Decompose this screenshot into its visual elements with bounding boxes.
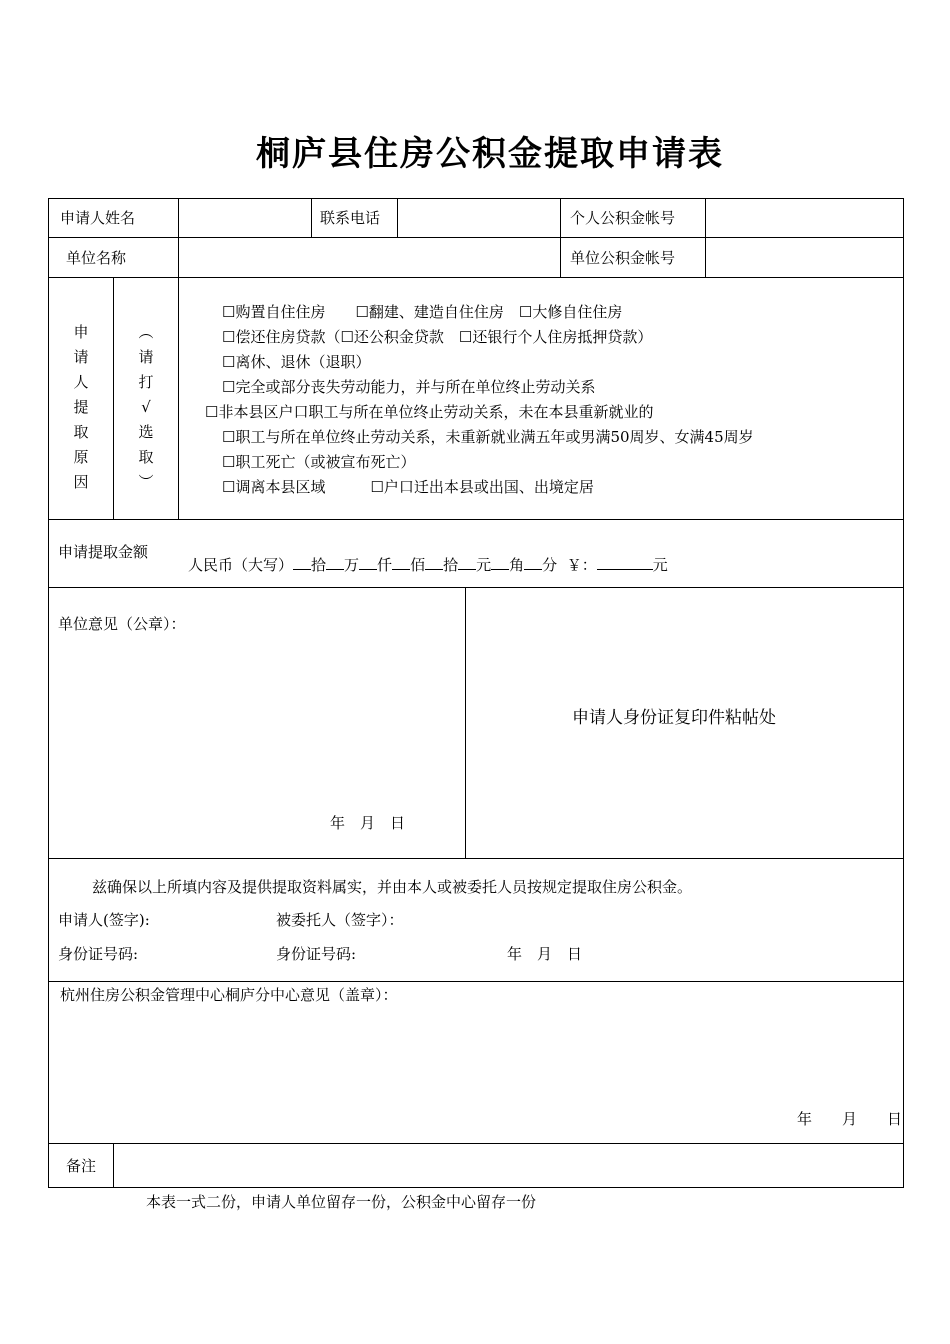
amount-suffix: 元 (652, 556, 668, 574)
delegate-id-label: 身份证号码: (276, 945, 357, 963)
col-opinion-split (465, 587, 466, 858)
applicant-id-label: 身份证号码: (58, 945, 139, 963)
reason-label-char: 原 (73, 448, 89, 466)
reason-hint-char: 选 (138, 423, 154, 441)
reason-hint-char: 取 (138, 448, 154, 466)
reason-label-char: 申 (73, 323, 89, 341)
declaration-date: 年 月 日 (507, 945, 583, 963)
reason-option-death[interactable]: ☐职工死亡（或被宣布死亡） (222, 453, 416, 471)
application-form-table (48, 198, 904, 1188)
center-opinion-label: 杭州住房公积金管理中心桐庐分中心意见（盖章）： (60, 986, 398, 1004)
rule-row1 (48, 237, 904, 238)
rule-center (48, 1143, 904, 1144)
personal-account-field[interactable] (707, 200, 902, 236)
reason-hint-char: ︵ (138, 323, 154, 341)
phone-field[interactable] (399, 200, 559, 236)
page-title: 桐庐县住房公积金提取申请表 (256, 134, 724, 174)
unit-opinion-date: 年 月 日 (330, 814, 406, 832)
reason-hint-char: 请 (138, 348, 154, 366)
reason-option-retirement[interactable]: ☐离休、退休（退职） (222, 353, 371, 371)
amount-unit: 万 (344, 556, 360, 574)
amount-unit: 分 (542, 556, 558, 574)
applicant-signature-label: 申请人(签字): (58, 911, 150, 929)
col-d (560, 198, 561, 277)
id-paste-area: 申请人身份证复印件粘帖处 (572, 708, 776, 728)
reason-label-char: 请 (73, 348, 89, 366)
rule-declaration (48, 981, 904, 982)
amount-label: 申请提取金额 (58, 543, 149, 561)
reason-hint-char: 打 (138, 373, 154, 391)
amount-unit: 拾 (443, 556, 459, 574)
reason-option-disability[interactable]: ☐完全或部分丧失劳动能力，并与所在单位终止劳动关系 (222, 378, 596, 396)
reason-label-char: 提 (73, 398, 89, 416)
col-a (178, 198, 179, 519)
reason-option-unemployment-age[interactable]: ☐职工与所在单位终止劳动关系，未重新就业满五年或男满50周岁、女满45周岁 (222, 428, 754, 446)
center-opinion-date: 年 月 日 (797, 1110, 903, 1128)
reason-hint-char: ︶ (138, 473, 154, 491)
remarks-label: 备注 (66, 1157, 97, 1175)
rule-opinion (48, 858, 904, 859)
reason-hint-char: √ (141, 398, 151, 416)
declaration-statement: 兹确保以上所填内容及提供提取资料属实，并由本人或被委托人员按规定提取住房公积金。 (92, 878, 693, 896)
amount-unit: 元 (476, 556, 492, 574)
delegate-signature-label: 被委托人（签字）： (276, 911, 404, 929)
unit-name-field[interactable] (180, 239, 559, 276)
rule-reason (48, 519, 904, 520)
reason-label-char: 人 (73, 373, 89, 391)
remarks-field[interactable] (115, 1145, 902, 1186)
amount-prefix: 人民币（大写） (188, 556, 294, 574)
col-e (705, 198, 706, 277)
col-remarks (113, 1143, 114, 1188)
col-b (311, 198, 312, 237)
reason-label-char: 取 (73, 423, 89, 441)
amount-unit: 角 (509, 556, 525, 574)
col-reason-split (113, 277, 114, 519)
amount-unit: 仟 (377, 556, 393, 574)
unit-account-label: 单位公积金帐号 (570, 249, 676, 267)
unit-opinion-label: 单位意见（公章）： (58, 615, 186, 633)
amount-line[interactable] (188, 555, 668, 574)
col-c (397, 198, 398, 237)
reason-option-purchase-build-repair[interactable]: ☐购置自住住房 ☐翻建、建造自住住房 ☐大修自住住房 (222, 303, 623, 321)
applicant-name-field[interactable] (180, 200, 310, 236)
amount-yen-label: ￥： (566, 556, 597, 574)
reason-option-relocation-emigration[interactable]: ☐调离本县区域 ☐户口迁出本县或出国、出境定居 (222, 478, 594, 496)
phone-label: 联系电话 (320, 209, 381, 227)
unit-name-label: 单位名称 (66, 249, 127, 267)
footer-note: 本表一式二份，申请人单位留存一份，公积金中心留存一份 (146, 1193, 537, 1211)
amount-unit: 拾 (311, 556, 327, 574)
rule-row2 (48, 277, 904, 278)
reason-label-char: 因 (73, 473, 89, 491)
reason-option-non-local-termination[interactable]: ☐非本县区户口职工与所在单位终止劳动关系，未在本县重新就业的 (205, 403, 654, 421)
personal-account-label: 个人公积金帐号 (570, 209, 676, 227)
rule-amount (48, 587, 904, 588)
applicant-name-label: 申请人姓名 (60, 209, 136, 227)
unit-account-field[interactable] (707, 239, 902, 276)
reason-option-loan-repayment[interactable]: ☐偿还住房贷款（☐还公积金贷款 ☐还银行个人住房抵押贷款） (222, 328, 653, 346)
amount-unit: 佰 (410, 556, 426, 574)
